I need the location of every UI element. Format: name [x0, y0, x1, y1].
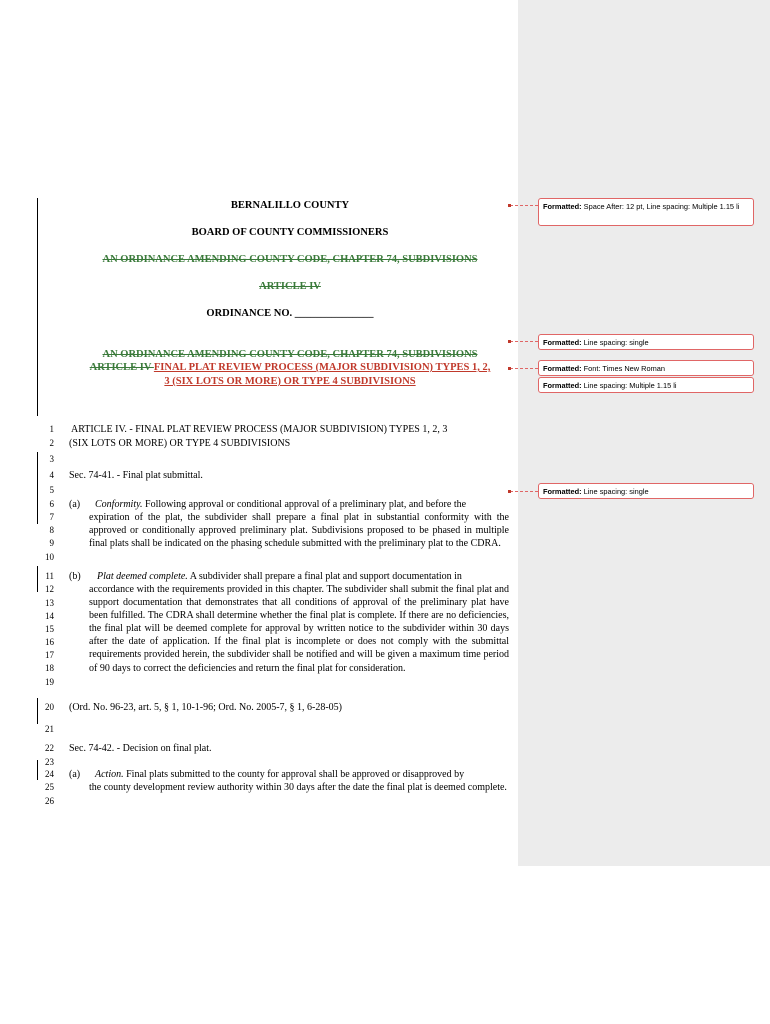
balloon-label: Formatted: [543, 338, 582, 347]
subsection-b-title: Plat deemed complete. [97, 571, 188, 582]
comment-connector [510, 368, 538, 369]
line-number: 6 [49, 499, 54, 509]
subsection-c-line1 [95, 768, 509, 781]
line-number: 20 [45, 702, 54, 712]
line-number: 8 [49, 525, 54, 535]
subsection-c-first-line: Final plats submitted to the county for approval shall be approved or disapproved by [123, 769, 465, 780]
section-74-42-heading: Sec. 74-42. - Decision on final plat. [69, 743, 212, 754]
subsection-a-first-line: Following approval or conditional approval of a preliminary plat, and before the [142, 499, 467, 510]
line-number: 11 [45, 571, 54, 581]
line-number: 16 [45, 637, 54, 647]
article-heading-line2: (SIX LOTS OR MORE) OR TYPE 4 SUBDIVISIONS [69, 438, 291, 449]
subsection-c-body: the county development review authority within 30 days after the date the final plat is deemed complete. [89, 782, 507, 793]
title-line1-text: AN ORDINANCE AMENDING COUNTY CODE, CHAPTER 74, SUBDIVISIONS [102, 349, 478, 360]
change-bar [37, 198, 38, 416]
line-number: 24 [45, 769, 54, 779]
line-number: 18 [45, 663, 54, 673]
subsection-b-first-line: A subdivider shall prepare a final plat and support documentation in [187, 571, 462, 582]
line-number: 10 [45, 552, 54, 562]
balloon-text: Space After: 12 pt, Line spacing: Multiple 1.15 li [581, 202, 740, 211]
format-balloon[interactable] [538, 483, 754, 499]
format-balloon[interactable] [538, 334, 754, 350]
balloon-text: Line spacing: single [581, 338, 649, 347]
subsection-b-body: accordance with the requirements provided in this chapter. The subdivider shall submit the final plat and support documentation that demonstrates that all conditions of approval of the preliminary plat have been fulfilled. The CDRA shall determine whether the final plat is complete. If there are no deficiencies, the final plat will be deemed complete for approval by written notice to the subdivider within 30 days after the date of application. If the final plat is incomplete or does not comply with the submittal requirements provided herein, the subdivider shall be notified and will be given a maximum time period of 90 days to correct the deficiencies and return the final plat for consideration. [89, 584, 509, 674]
line-number: 19 [45, 677, 54, 687]
change-anchor-dot [508, 340, 511, 343]
line-number: 5 [49, 485, 54, 495]
title-line2-deleted: ARTICLE IV [89, 362, 154, 373]
balloon-text: Line spacing: Multiple 1.15 li [581, 381, 677, 390]
board-title: BOARD OF COUNTY COMMISSIONERS [191, 227, 389, 238]
title-line2-inserted: FINAL PLAT REVIEW PROCESS (MAJOR SUBDIVISION) TYPES 1, 2, [153, 362, 491, 373]
article-heading-line1: ARTICLE IV. - FINAL PLAT REVIEW PROCESS (MAJOR SUBDIVISION) TYPES 1, 2, 3 [71, 424, 448, 435]
ordinance-number: ORDINANCE NO. _______________ [206, 308, 374, 319]
line-number: 3 [49, 454, 54, 464]
subsection-b-line1 [97, 570, 509, 583]
ordinance-title-line2 [60, 362, 520, 373]
balloon-label: Formatted: [543, 364, 582, 373]
ordinance-title-line1 [60, 349, 520, 360]
subsection-a-body: expiration of the plat, the subdivider shall prepare a final plat in substantial conformity with the approved or conditionally approved preliminary plat. Subdivisions proposed to be phased in multiple final plats shall be indicated on the phasing schedule submitted with the preliminary plat to the CDRA. [89, 512, 509, 550]
line-number: 1 [49, 424, 54, 434]
change-anchor-dot [508, 367, 511, 370]
subsection-a-marker: (a) [69, 499, 81, 510]
change-anchor-dot [508, 204, 511, 207]
markup-pane [518, 0, 770, 866]
county-title: BERNALILLO COUNTY [230, 200, 350, 211]
format-balloon[interactable] [538, 360, 754, 376]
ordinance-reference: (Ord. No. 96-23, art. 5, § 1, 10-1-96; Ord. No. 2005-7, § 1, 6-28-05) [69, 702, 343, 713]
line-number: 15 [45, 624, 54, 634]
line-number: 7 [49, 512, 54, 522]
subsection-a-line1 [95, 498, 509, 511]
balloon-label: Formatted: [543, 381, 582, 390]
line-number: 2 [49, 438, 54, 448]
subsection-c-marker: (a) [69, 769, 81, 780]
section-74-41-heading: Sec. 74-41. - Final plat submittal. [69, 470, 203, 481]
line-number: 12 [45, 584, 54, 594]
balloon-text: Line spacing: single [581, 487, 649, 496]
line-number: 9 [49, 538, 54, 548]
subsection-c-title: Action. [95, 769, 124, 780]
deleted-article-label: ARTICLE IV [259, 281, 321, 292]
line-number: 25 [45, 782, 54, 792]
comment-connector [510, 491, 538, 492]
line-number: 13 [45, 598, 54, 608]
line-number: 21 [45, 724, 54, 734]
subsection-a-title: Conformity. [95, 499, 143, 510]
balloon-label: Formatted: [543, 487, 582, 496]
line-number: 22 [45, 743, 54, 753]
subsection-b-marker: (b) [69, 571, 81, 582]
comment-connector [510, 205, 538, 206]
line-number: 14 [45, 611, 54, 621]
deleted-ordinance-title: AN ORDINANCE AMENDING COUNTY CODE, CHAPTER 74, SUBDIVISIONS [102, 254, 478, 265]
line-number: 23 [45, 757, 54, 767]
ordinance-title-line3: 3 (SIX LOTS OR MORE) OR TYPE 4 SUBDIVISIONS [164, 376, 416, 387]
format-balloon[interactable] [538, 377, 754, 393]
change-anchor-dot [508, 490, 511, 493]
comment-connector [510, 341, 538, 342]
line-number: 4 [49, 470, 54, 480]
balloon-text: Font: Times New Roman [581, 364, 665, 373]
line-number: 17 [45, 650, 54, 660]
line-number: 26 [45, 796, 54, 806]
balloon-label: Formatted: [543, 202, 582, 211]
format-balloon[interactable] [538, 198, 754, 226]
